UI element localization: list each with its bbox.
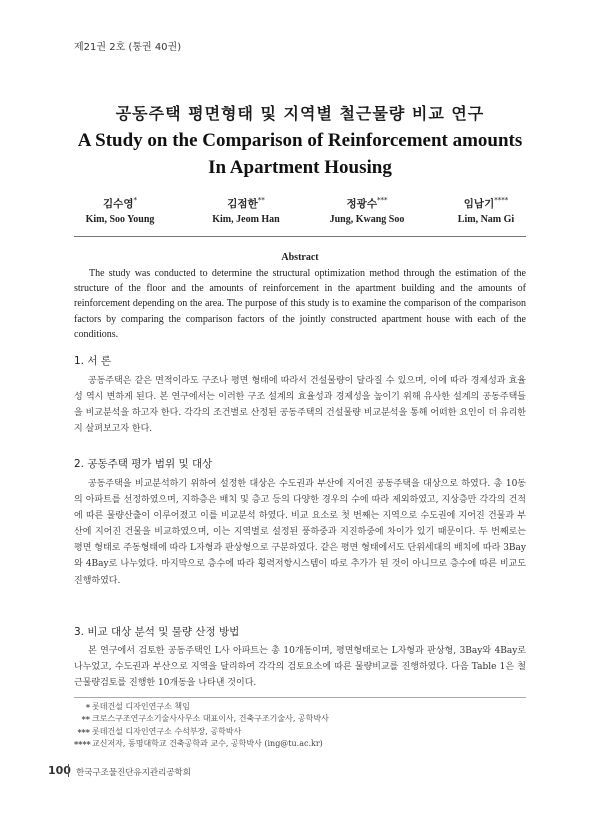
author-1-name-english: Kim, Soo Young [85,214,155,225]
abstract-text: The study was conducted to determine the structural optimization method through the estimation of the structure of the floor and the amounts of reinforcement in the apartment building and the amounts of reinforcement depending on the area. The purpose of this study is to examine the comparison of the comparison factors by comparing the comparison factors of the jointly constructed apartment house with each of the conditions. [74,268,526,340]
author-4-mark: **** [494,196,509,205]
footer-separator [68,764,69,777]
footnote [74,726,526,738]
author-4 [426,196,546,225]
author-4-name-korean: 임남기 [463,198,495,210]
section-2-body: 공동주택을 비교분석하기 위하여 설정한 대상은 수도권과 부산에 지어진 공동주택을 대상으로 하였다. 총 10동의 아파트를 선정하였으며, 지하층은 배치 및 층고 등의 다양한 경우의 수에 따라 제외하였고, 지상층만 각각의 건적에 따른 물량산출이 이루어졌고 이를 비교분석 하였다. 비교 요소로 첫 번째는 지역으로 수도권에 지어진 건물과 부산에 지어진 건물을 비교하였으며, 이는 지역별로 설정된 풍하중과 지진하중에 차이가 있기 때문이다. 두 번째로는 평면 형태로 주동형태에 따라 L자형과 판상형으로 구분하였다. 같은 평면 형태에서도 단위세대의 배치에 따라 3Bay와 4Bay로 나누었다. 마지막으로 층수에 따라 횡력저항시스템이 따로 추가가 된 것이 아니므로 층수에 따른 비교도 진행하였다. [74,479,526,586]
author-2-name-english: Kim, Jeom Han [212,214,280,225]
page-number: 100 [48,764,71,777]
section-3-heading: 3. 비교 대상 분석 및 물량 산정 방법 [74,626,240,638]
section-2-heading: 2. 공동주택 평가 범위 및 대상 [74,458,213,470]
footnote [74,738,526,750]
author-1 [60,196,180,225]
author-list [60,196,550,230]
footnote-mark: **** [74,738,91,749]
author-1-name-korean: 김수영 [103,198,134,210]
footnote-text: 롯데건설 디자인연구소 책임 [92,702,190,711]
section-1-body: 공동주택은 같은 면적이라도 구조나 평면 형태에 따라서 건설물량이 달라질 수 있으며, 이에 따라 경제성과 효율성 역시 변하게 된다. 본 연구에서는 이러한 구조 설계의 효율성과 경제성을 높이기 위해 유사한 설계의 공동주택들을 비교분석을 하고자 한다. 각각의 조건별로 산정된 공동주택의 건설물량 비교분석을 통해 어떠한 요인이 더 유리한지 살펴보고자 한다. [74,376,526,435]
title-english-line1: A Study on the Comparison of Reinforcement amounts [77,130,523,151]
footnote-mark: ** [81,714,90,725]
footnote-rule [74,697,526,698]
footnote-text: 크로스구조연구소기술사사무소 대표이사, 건축구조기술사, 공학박사 [92,714,329,724]
footnote-text: 롯데건설 디자인연구소 수석부장, 공학박사 [92,726,242,736]
journal-name: 한국구조물진단유지관리공학회 [76,768,191,778]
author-1-mark: * [133,196,137,205]
running-head: 제21권 2호 (통권 40권) [74,42,182,53]
author-2-mark: ** [257,196,265,205]
author-2 [186,196,306,225]
section-1-heading: 1. 서 론 [74,355,111,367]
footnote-mark: * [85,702,90,712]
footnote [74,713,526,725]
abstract-heading: Abstract [281,252,319,263]
title-divider [74,236,526,237]
title-english-line2: In Apartment Housing [208,157,392,178]
footnote-text: 교신저자, 동명대학교 건축공학과 교수, 공학박사 (ing@tu.ac.kr) [92,738,323,748]
author-4-name-english: Lim, Nam Gi [457,214,515,225]
footnote [74,701,526,713]
title-korean: 공동주택 평면형태 및 지역별 철근물량 비교 연구 [115,104,485,123]
footnotes [74,701,526,750]
author-3-mark: *** [376,196,388,205]
author-3-name-korean: 정광수 [346,198,377,210]
footnote-mark: *** [77,726,90,737]
author-2-name-korean: 김점한 [227,198,258,210]
section-3-body: 본 연구에서 검토한 공동주택인 L사 아파트는 총 10개동이며, 평면형태로는 L자형과 판상형, 3Bay와 4Bay로 나누었고, 수도권과 부산으로 지역을 달리하여 각각의 검토요소에 따른 물량비교를 진행하였다. 다음 Table 1은 철근물량검토를 진행한 10개동을 나타낸 것이다. [74,646,526,689]
author-3-name-english: Jung, Kwang Soo [329,214,405,225]
author-3 [307,196,427,225]
